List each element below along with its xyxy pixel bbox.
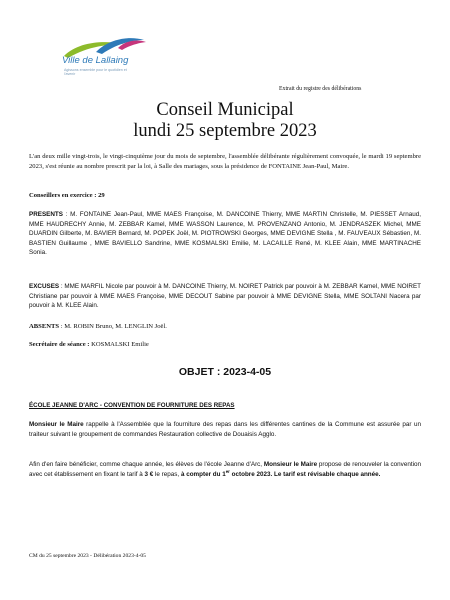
logo-tagline: Agissons ensemble pour le quotidien et l'avenir	[64, 68, 127, 77]
para2-bold4: octobre 2023. Le tarif est révisable chaque année.	[229, 470, 381, 478]
excuses-text: : MME MARFIL Nicole par pouvoir à M. DANCOINE Thierry, M. NOIRET Patrick par pouvoir à M. ZEBBAR Kamel, MME NOIRET Christiane par pouvoir à MME MAES Françoise, MME DECOUT Sabine par pouvoir à MME DEVIGNE Stella, MME SOLTANI Nacera par pouvoir à M. KLEE Alain.	[29, 283, 421, 310]
secretary-paragraph	[29, 340, 421, 350]
excuses-paragraph	[29, 282, 421, 311]
para2-bold3: à compter du 1	[180, 470, 226, 478]
secretary-name: KOSMALSKI Emilie	[89, 341, 149, 348]
absents-text: : M. ROBIN Bruno, M. LENGLIN Joël.	[59, 323, 167, 330]
para1-bold: Monsieur le Maire	[29, 421, 84, 428]
para2-text1: Afin d'en faire bénéficier, comme chaque année, les élèves de l'école Jeanne d'Arc,	[29, 461, 264, 468]
section-title: ÉCOLE JEANNE D'ARC - CONVENTION DE FOURNITURE DES REPAS	[29, 402, 235, 409]
para2-price: 3 €	[144, 470, 154, 478]
excuses-label: EXCUSES	[29, 283, 60, 290]
presents-text: : M. FONTAINE Jean-Paul, MME MAES Françoise, M. DANCOINE Thierry, MME MARTIN Christelle, M. PIESSET Arnaud, MME HAUDRECHY Annie, M. ZEBBAR Kamel, MME WASSON Laurence, M. PROVENZANO Antonio, M. JENDRASZEK Michel, MME DUARDIN Gilberte, M. BAVIER Bernard, M. POPEK Joël, M. PIOTROWSKI Georges, MME DEVIGNE Stella , M. FAUVEAUX Sébastien, M. BASTIEN Guillaume , MME BAVIELLO Sandrine, MME KOSMALSKI Emilie, M. LACAILLE René, M. KLEE Alain, MME MARTINACHE Sonia.	[29, 211, 421, 257]
objet-heading: OBJET : 2023-4-05	[178, 366, 272, 378]
absents-label: ABSENTS	[29, 323, 60, 330]
para2-bold1: Monsieur le Maire	[263, 461, 318, 468]
page-title: Conseil Municipal	[156, 100, 294, 120]
intro-paragraph: L'an deux mille vingt-trois, le vingt-cinquième jour du mois de septembre, l'assemblée délibérante régulièrement convoquée, le mardi 19 septembre 2023, s'est réunie au nombre prescrit par la loi, à Salle des mariages, sous la présidence de FONTAINE Jean-Paul, Maire.	[29, 153, 421, 170]
extract-header: Extrait du registre des délibérations	[279, 86, 362, 92]
para2-text2: propose de renouveler la convention avec cet établissement en fixant le tarif à	[29, 461, 421, 478]
presents-label: PRESENTS	[29, 211, 63, 218]
presents-paragraph	[29, 210, 421, 258]
body-paragraph-2	[29, 460, 421, 479]
body-paragraph-1	[29, 420, 421, 439]
absents-paragraph	[29, 322, 421, 332]
page-footer: CM du 25 septembre 2023 - Délibération 2023-4-05	[29, 553, 146, 559]
secretary-label: Secrétaire de séance :	[29, 341, 90, 348]
meeting-date: lundi 25 septembre 2023	[133, 121, 317, 141]
para2-sup: er	[225, 468, 230, 474]
para2-text3: le repas,	[153, 470, 181, 478]
para1-text: rappelle à l'Assemblée que la fourniture des repas dans les différentes cantines de la Commune est assurée par un traiteur suivant le groupement de commandes Restauration collective de Douaisis Agglo.	[29, 421, 421, 438]
logo-name: Ville de Lallaing	[62, 55, 129, 66]
councillors-count: Conseillers en exercice : 29	[29, 192, 105, 199]
